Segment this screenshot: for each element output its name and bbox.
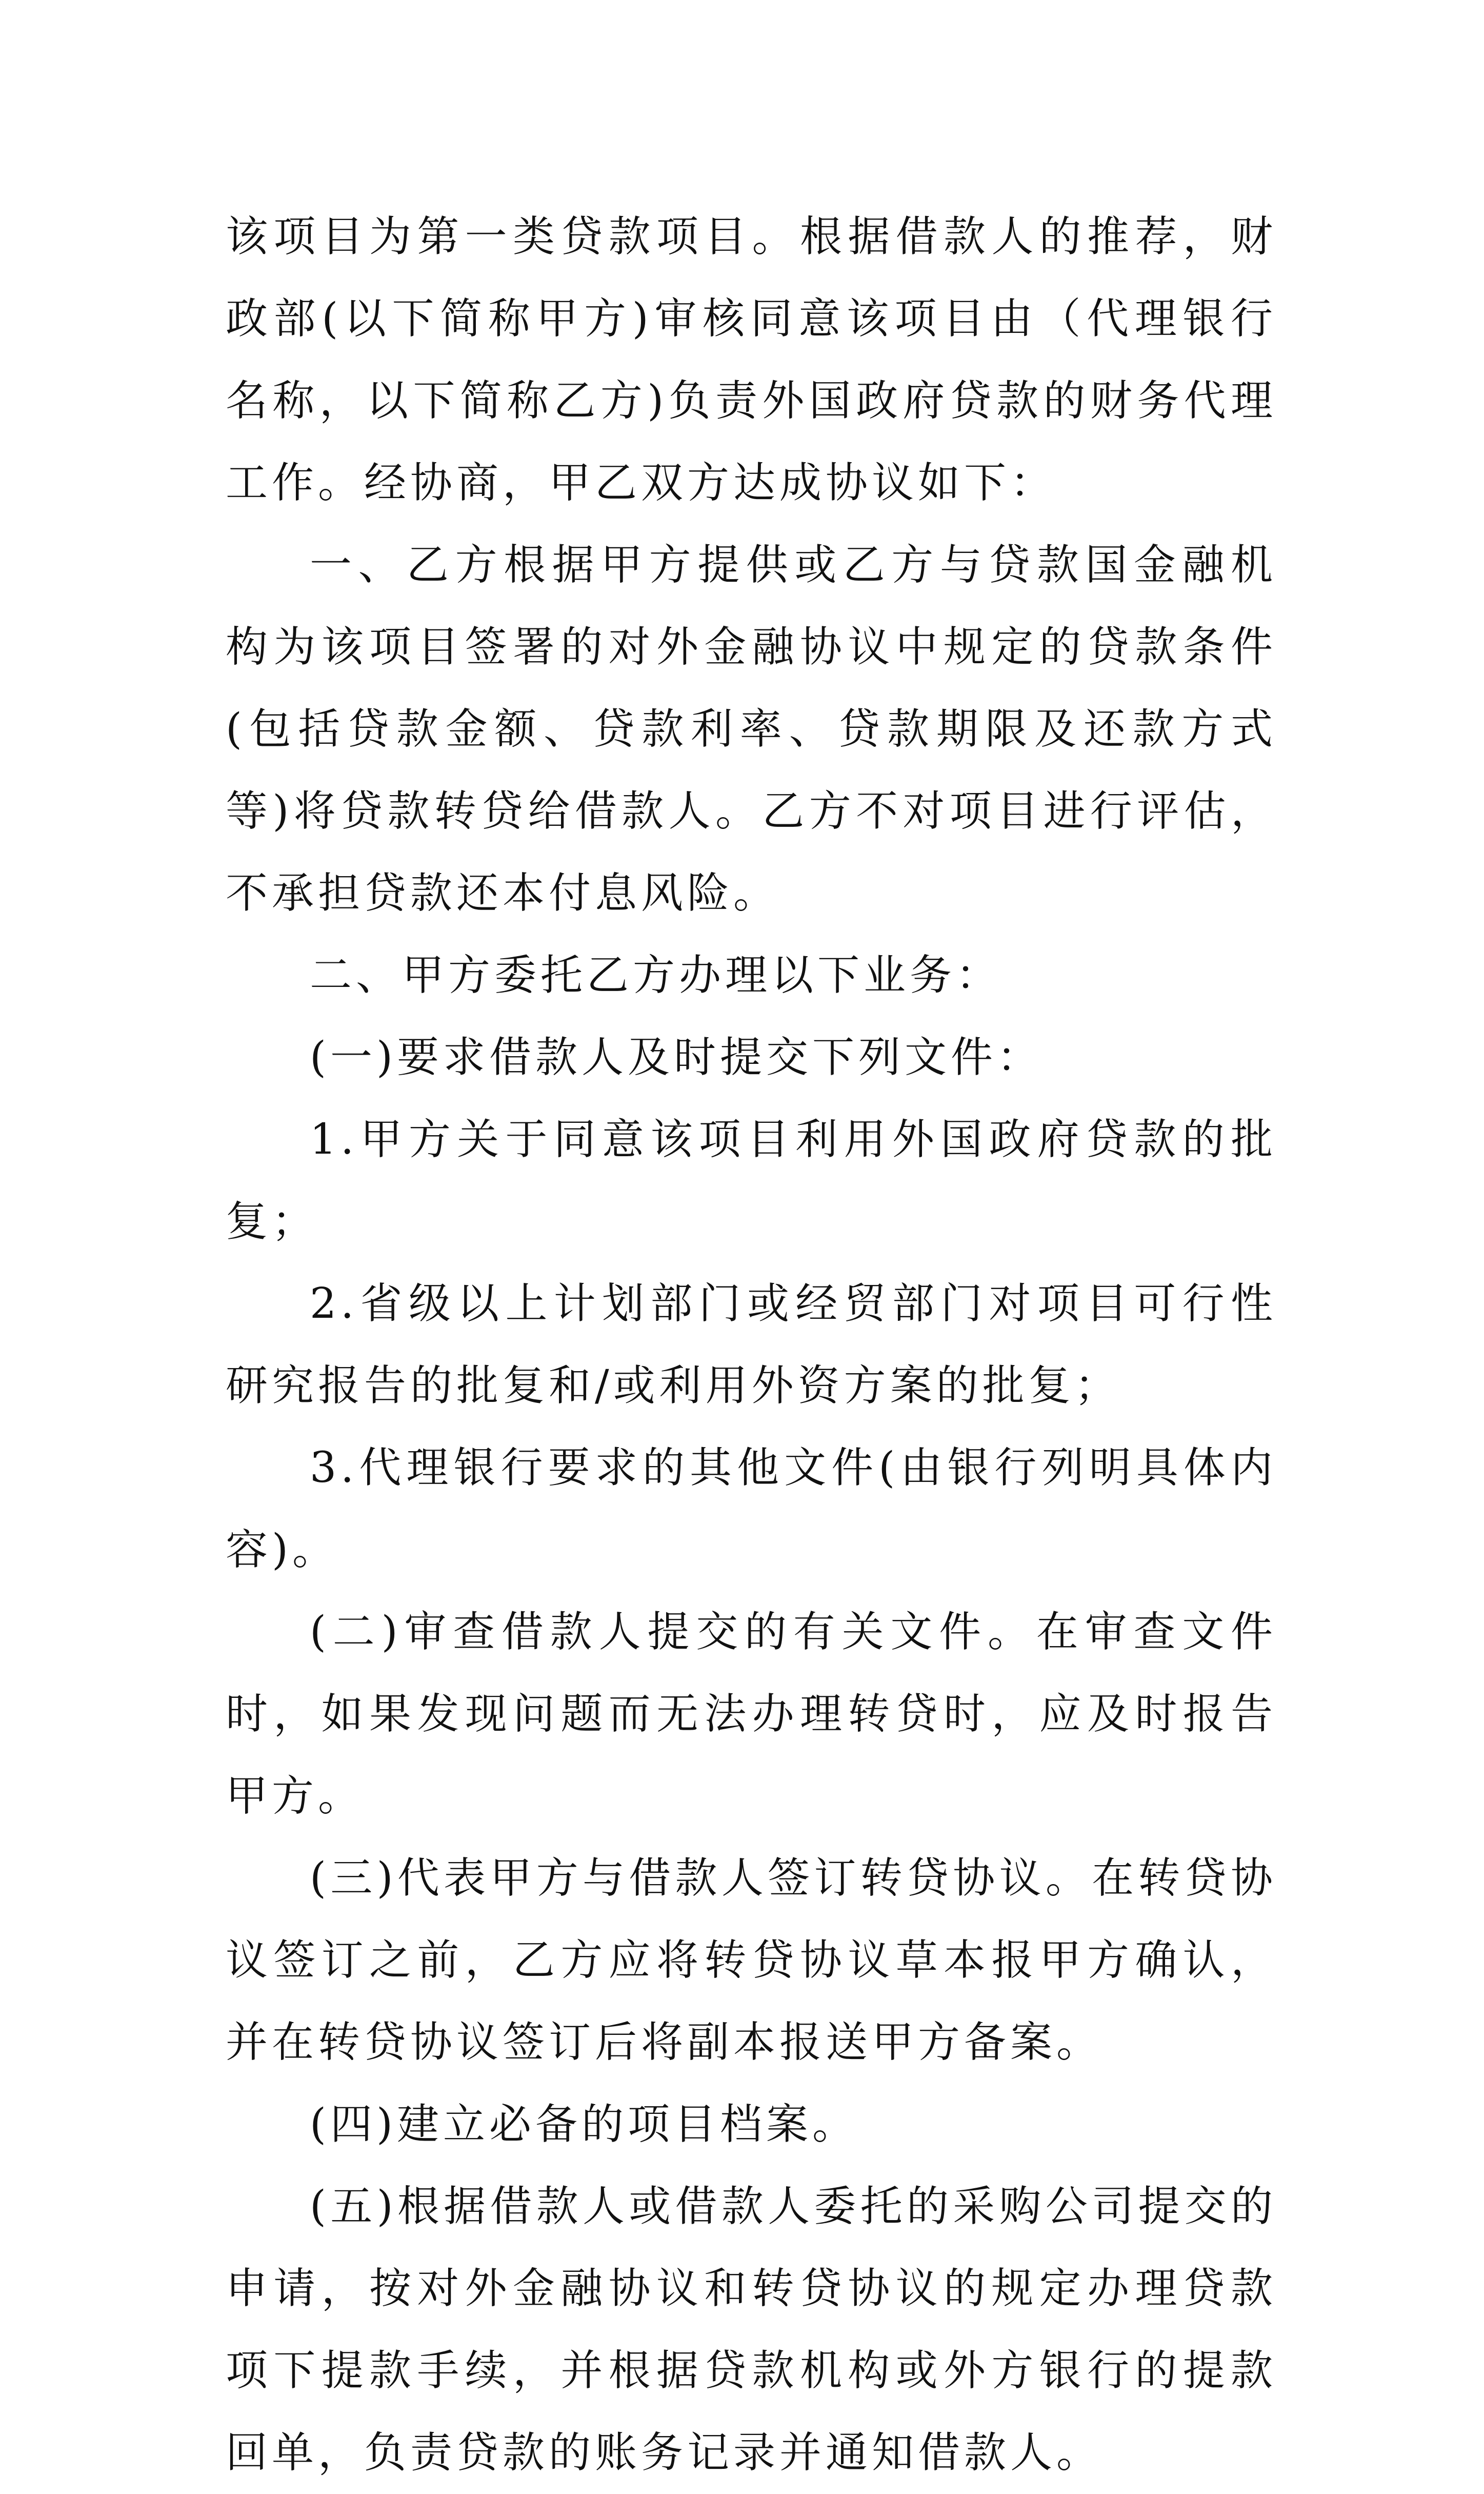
paragraph-clause-2: 二、甲方委托乙方办理以下业务： bbox=[310, 951, 1002, 1000]
paragraph-item-5: (五)根据借款人或借款人委托的采购公司提交的申请，按对外金融协议和转贷协议的规定办理贷款项下提款手续，并根据贷款机构或外方银行的提款回单，负责贷款的账务记录并通知借款人。 bbox=[226, 2182, 1277, 2477]
paragraph-item-4: (四)建立必备的项目档案。 bbox=[310, 2100, 858, 2149]
paragraph-subitem-1: 1.甲方关于同意该项目利用外国政府贷款的批复； bbox=[226, 1115, 1277, 1246]
paragraph-subitem-2: 2.省级以上计划部门或经贸部门对项目可行性研究报告的批复和/或利用外资方案的批复； bbox=[226, 1279, 1277, 1410]
paragraph-item-3: (三)代表甲方与借款人签订转贷协议。在转贷协议签订之前，乙方应将转贷协议草本报甲方确认，并在转贷协议签订后将副本报送甲方备案。 bbox=[226, 1854, 1277, 2067]
paragraph-item-1: (一)要求借款人及时提交下列文件： bbox=[310, 1033, 1043, 1082]
document-body bbox=[226, 196, 1277, 2494]
paragraph-clause-1: 一、乙方根据甲方提供或乙方与贷款国金融机构为该项目签署的对外金融协议中规定的贷款条件(包括贷款金额、贷款利率、贷款期限及还款方式等)将贷款转贷给借款人。乙方不对项目进行评估，不承担贷款还本付息风险。 bbox=[226, 541, 1277, 918]
paragraph-subitem-3: 3.代理银行要求的其他文件(由银行列明具体内容)。 bbox=[226, 1443, 1277, 1574]
paragraph-intro: 该项目为第一类贷款项目。根据借款人的推荐，财政部(以下简称甲方)审核同意该项目由（代理银行名称，以下简称乙方)负责外国政府贷款的财务代理工作。经协商，甲乙双方达成协议如下： bbox=[226, 212, 1277, 507]
paragraph-item-2: (二)审查借款人提交的有关文件。在审查文件时，如果发现问题而无法办理转贷时，应及时报告甲方。 bbox=[226, 1608, 1277, 1820]
